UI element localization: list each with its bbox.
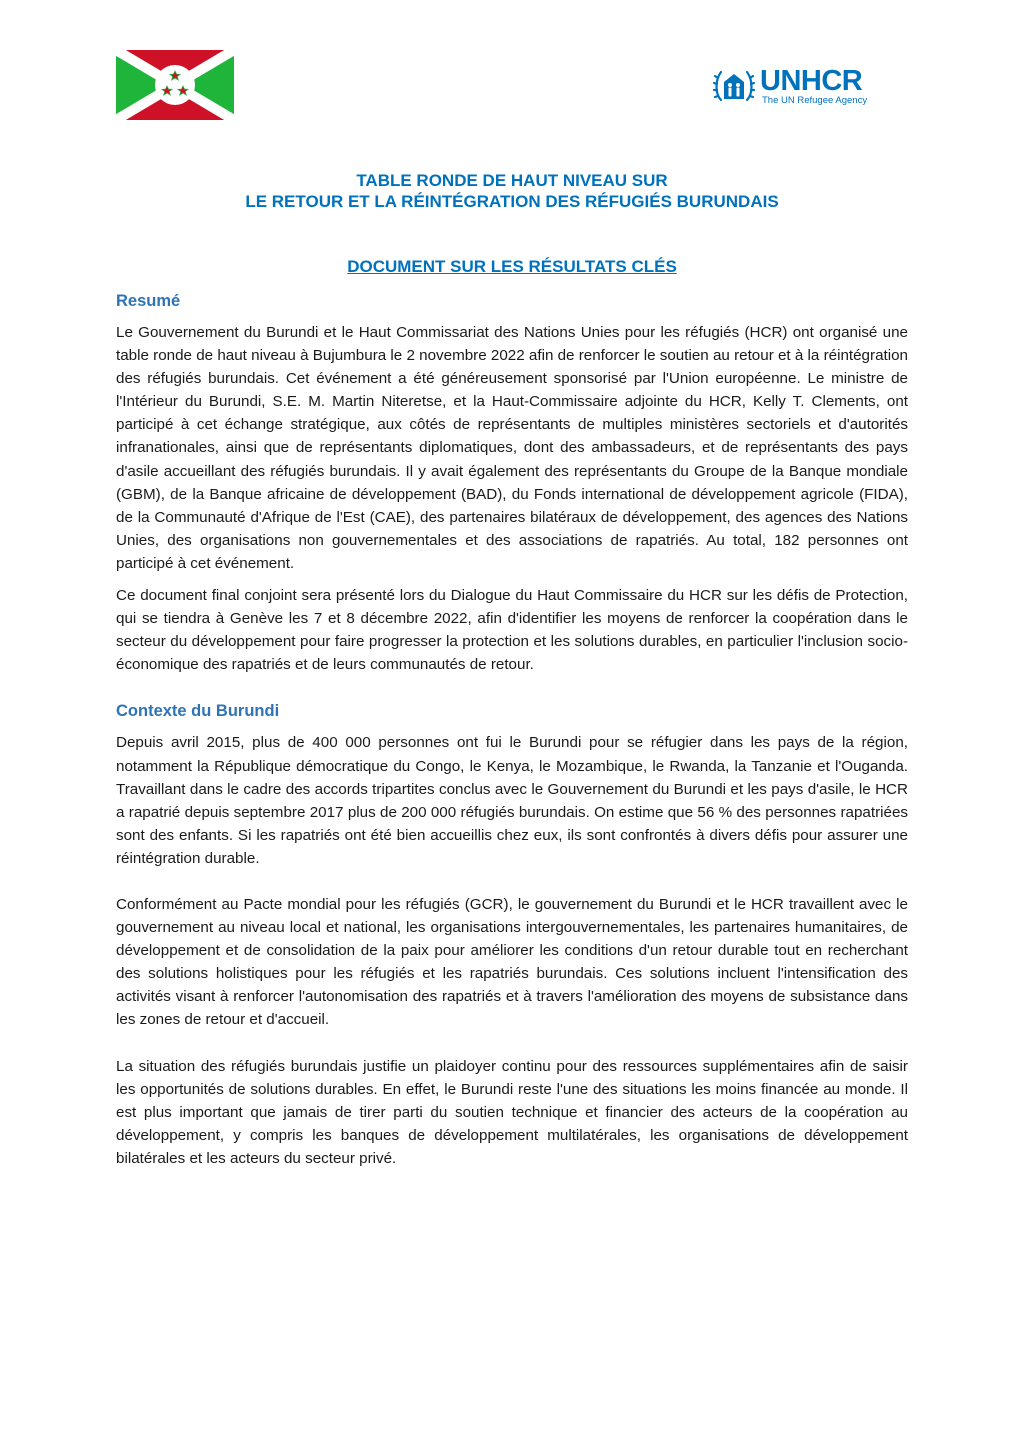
burundi-flag-icon bbox=[116, 50, 234, 120]
paragraph-resume-2: Ce document final conjoint sera présenté lors du Dialogue du Haut Commissaire du HCR sur les défis de Protection, qui se tiendra à Genève les 7 et 8 décembre 2022, afin d'identifier les moyens de renforcer la coopération dans le secteur du développement pour faire progresser la protection et les solutions durables, en particulier l'inclusion socio-économique des rapatriés et de leurs communautés de retour. bbox=[116, 587, 908, 674]
title-line-2: LE RETOUR ET LA RÉINTÉGRATION DES RÉFUGIÉS BURUNDAIS bbox=[245, 192, 779, 211]
document-subtitle: DOCUMENT SUR LES RÉSULTATS CLÉS bbox=[347, 257, 677, 276]
document-body bbox=[116, 290, 908, 1170]
paragraph-contexte-3: La situation des réfugiés burundais justifie un plaidoyer continu pour des ressources supplémentaires afin de saisir les opportunités de solutions durables. En effet, le Burundi reste l'une des situations les moins financée au monde. Il est plus important que jamais de tirer parti du soutien technique et financier des acteurs de la coopération au développement, y compris les banques de développement multilatérales, les organisations de développement bilatérales et les acteurs du secteur privé. bbox=[116, 1057, 908, 1167]
paragraph-contexte-2: Conformément au Pacte mondial pour les réfugiés (GCR), le gouvernement du Burundi et le HCR travaillent avec le gouvernement au niveau local et national, les organisations intergouvernementales, les partenaires humanitaires, de développement et de consolidation de la paix pour améliorer les conditions d'un retour durable tout en recherchant des solutions holistiques pour les réfugiés et les rapatriés burundais. Ces solutions incluent l'intensification des activités visant à renforcer l'autonomisation des rapatriés et à travers l'amélioration des moyens de subsistance dans les zones de retour et d'accueil. bbox=[116, 895, 908, 1029]
unhcr-wordmark bbox=[760, 64, 868, 106]
document-title bbox=[116, 170, 908, 212]
paragraph-resume-1: Le Gouvernement du Burundi et le Haut Commissariat des Nations Unies pour les réfugiés (HCR) ont organisé une table ronde de haut niveau à Bujumbura le 2 novembre 2022 afin de renforcer le soutien au retour et à la réintégration des réfugiés burundais. Cet événement a été généreusement sponsorisé par l'Union européenne. Le ministre de l'Intérieur du Burundi, S.E. M. Martin Niteretse, et la Haut-Commissaire adjointe du HCR, Kelly T. Clements, ont participé à cet échange stratégique, aux côtés de représentants de multiples ministères sectoriels et d'autorités infranationales, ainsi que de représentants diplomatiques, dont des ambassadeurs, et de représentants des pays d'asile accueillant des réfugiés burundais. Il y avait également des représentants du Groupe de la Banque mondiale (GBM), de la Banque africaine de développement (BAD), du Fonds international de développement agricole (FIDA), de la Communauté d'Afrique de l'Est (CAE), des partenaires bilatéraux de développement, des agences des Nations Unies, des organisations non gouvernementales et des associations de rapatriés. Au total, 182 personnes ont participé à cet événement. bbox=[116, 324, 908, 572]
section-heading-contexte: Contexte du Burundi bbox=[116, 702, 280, 721]
unhcr-emblem-icon bbox=[712, 66, 756, 106]
unhcr-tagline: The UN Refugee Agency bbox=[762, 94, 868, 106]
unhcr-name: UNHCR bbox=[760, 64, 863, 97]
section-heading-resume: Resumé bbox=[116, 292, 181, 310]
unhcr-logo bbox=[712, 64, 892, 108]
title-line-1: TABLE RONDE DE HAUT NIVEAU SUR bbox=[356, 171, 668, 190]
paragraph-contexte-1: Depuis avril 2015, plus de 400 000 personnes ont fui le Burundi pour se réfugier dans les pays de la région, notamment la République démocratique du Congo, le Kenya, le Mozambique, le Rwanda, la Tanzanie et l'Ouganda. Travaillant dans le cadre des accords tripartites conclus avec le Gouvernement du Burundi et les pays d'asile, le HCR a rapatrié depuis septembre 2017 plus de 200 000 réfugiés burundais. On estime que 56 % des personnes rapatriées sont des enfants. Si les rapatriés ont été bien accueillis chez eux, ils sont confrontés à divers défis pour assurer une réintégration durable. bbox=[116, 734, 908, 867]
